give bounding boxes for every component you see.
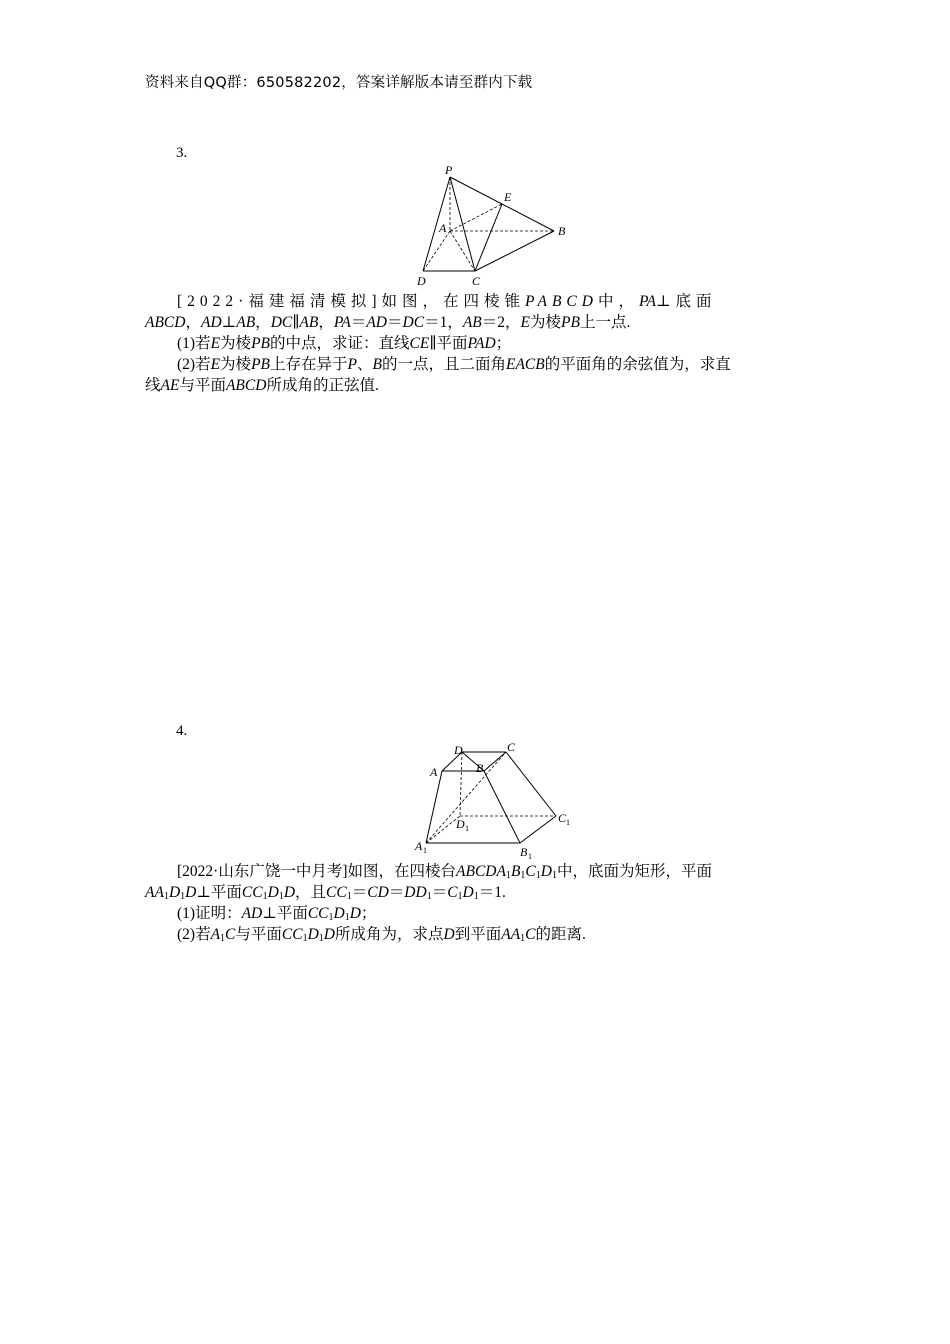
label-B1-sub: 1	[528, 852, 532, 860]
label-C: C	[507, 740, 516, 754]
label-D: D	[417, 274, 426, 288]
problem-3-stem: [2022·福建福清模拟]如图，在四棱锥PABCD中，PA⊥底面 ABCD，AD⊥AB，DC∥AB，PA＝AD＝DC＝1，AB＝2，E为棱PB上一点.	[145, 293, 717, 331]
edge-B1C1	[520, 816, 556, 843]
label-A: A	[430, 765, 438, 779]
label-D1: D	[456, 817, 465, 831]
label-B1: B	[520, 845, 528, 859]
edge-AD	[423, 231, 450, 271]
edge-CB	[484, 752, 506, 771]
edge-PC	[450, 177, 475, 271]
pyramid-figure	[410, 160, 580, 290]
label-D: D	[454, 743, 463, 757]
label-A1-sub: 1	[423, 846, 427, 855]
edge-CC1	[506, 752, 556, 816]
label-B: B	[558, 224, 566, 238]
source-note: 资料来自QQ群：650582202，答案详解版本请至群内下载	[145, 75, 533, 91]
edge-CB	[475, 231, 554, 271]
frustum-figure	[410, 738, 580, 860]
problem-4-part-2: (2)若$A_1C$与平面$CC_1D_1D$所成角为，求点D到平面$AA_1C$的距离.	[177, 926, 586, 944]
edge-BB1	[484, 771, 520, 843]
label-D1-sub: 1	[465, 824, 469, 833]
problem-4-number: 4.	[176, 723, 188, 739]
label-A1: A	[415, 839, 423, 853]
problem-4-stem: [2022·山东广饶一中月考]如图，在四棱台$ABCDA_1B_1C_1D_1$中，底面为矩形，平面 $AA_1D_1D\perp$平面$CC_1D_1D$，且$CC_1=CD=DD_1=C_1D_1=1$.	[145, 863, 712, 902]
edge-AC	[450, 231, 475, 271]
problem-3-text	[145, 291, 807, 396]
label-C1: C	[558, 811, 567, 825]
label-C: C	[472, 274, 481, 288]
label-C1-sub: 1	[566, 818, 570, 827]
problem-4-text	[145, 861, 807, 945]
label-A: A	[439, 221, 447, 235]
problem-3-part-1: (1)若E为棱PB的中点，求证：直线CE∥平面PAD；	[177, 335, 512, 352]
edge-CE	[475, 204, 502, 271]
label-E: E	[504, 190, 512, 204]
problem-4-part-1: (1)证明：AD⊥平面$CC_1D_1D$；	[177, 905, 377, 923]
label-B: B	[476, 761, 484, 775]
problem-3-part-2: (2)若E为棱PB上存在异于P、B的一点，且二面角EACB的平面角的余弦值为，求直 线AE与平面ABCD所成角的正弦值.	[145, 356, 731, 394]
label-P: P	[445, 163, 453, 177]
edge-DD1	[460, 752, 462, 816]
problem-3-number: 3.	[176, 145, 188, 161]
